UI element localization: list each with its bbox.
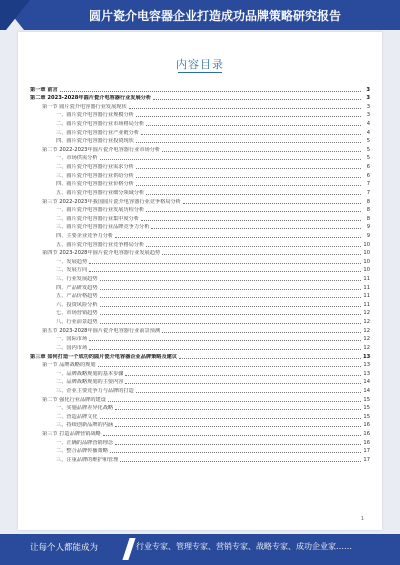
toc-entry-text: 五、圆片瓷介电容器行业竞争格局分析 xyxy=(56,241,145,248)
toc-heading-underline xyxy=(178,72,222,73)
toc-entry-page: 16 xyxy=(363,430,370,437)
toc-entry-text: 五、圆片瓷介电容器行业细分领域分析 xyxy=(56,189,145,196)
toc-leader-dots xyxy=(108,401,361,402)
toc-leader-dots xyxy=(162,254,361,255)
toc-entry-page: 16 xyxy=(363,422,370,429)
toc-leader-dots xyxy=(153,99,361,100)
toc-leader-dots xyxy=(103,435,361,436)
toc-subsection-entry[interactable] xyxy=(30,454,370,463)
toc-entry-text: 四、主要企业竞争力分析 xyxy=(56,232,114,239)
toc-entry-text: 第一节 品牌战略的规划 xyxy=(42,362,96,369)
toc-subsection-entry[interactable] xyxy=(30,334,370,343)
toc-entry-page: 8 xyxy=(366,207,370,214)
toc-entry-text: 一、市场供需分析 xyxy=(56,155,98,162)
toc-leader-dots xyxy=(179,358,361,359)
toc-entry-page: 15 xyxy=(363,413,370,420)
toc-entry-text: 二、圆片瓷介电容器行业需求分析 xyxy=(56,164,134,171)
toc-entry-text: 六、投资风险分析 xyxy=(56,301,98,308)
toc-entry-text: 第三章 如何打造一个成功的圆片瓷介电容器企业品牌策略及建议 xyxy=(30,353,178,360)
toc-entry-page: 12 xyxy=(363,327,370,334)
footer-slogan: 让每个人都能成为 xyxy=(30,543,99,553)
toc-entry-text: 第一章 前言 xyxy=(30,86,58,93)
toc-entry-page: 7 xyxy=(366,189,370,196)
toc-leader-dots xyxy=(141,134,361,135)
document-page xyxy=(18,32,382,530)
toc-entry-page: 11 xyxy=(363,276,370,283)
toc-entry-text: 二、整合品牌传播策略 xyxy=(56,448,108,455)
toc-chapter-entry[interactable] xyxy=(30,84,370,93)
toc-entry-text: 三、行业发展趋势 xyxy=(56,276,98,283)
toc-entry-text: 四、圆片瓷介电容器行业投资现状 xyxy=(56,138,134,145)
toc-entry-text: 一、圆片瓷介电容器行业规模分析 xyxy=(56,112,134,119)
toc-leader-dots xyxy=(60,91,361,92)
toc-subsection-entry[interactable] xyxy=(30,299,370,308)
toc-subsection-entry[interactable] xyxy=(30,316,370,325)
toc-section-entry[interactable] xyxy=(30,248,370,257)
toc-entry-page: 17 xyxy=(363,456,370,463)
toc-entry-text: 第四节 2023-2028年圆片瓷介电容器行业发展趋势 xyxy=(42,250,161,257)
toc-leader-dots xyxy=(162,151,361,152)
toc-entry-text: 第三节 打造品牌营销战略 xyxy=(42,430,101,437)
toc-entry-text: 一、国际市场 xyxy=(56,336,88,343)
toc-list xyxy=(30,84,370,463)
toc-entry-page: 12 xyxy=(363,336,370,343)
toc-leader-dots xyxy=(120,461,361,462)
toc-entry-text: 一、发展趋势 xyxy=(56,258,88,265)
toc-subsection-entry[interactable] xyxy=(30,368,370,377)
toc-subsection-entry[interactable] xyxy=(30,291,370,300)
toc-subsection-entry[interactable] xyxy=(30,273,370,282)
toc-entry-page: 3 xyxy=(366,86,370,93)
toc-entry-text: 第二节 2022-2023年圆片瓷介电容器行业市场分析 xyxy=(42,146,161,153)
document-title: 圆片瓷介电容器企业打造成功品牌策略研究报告 xyxy=(88,9,341,23)
toc-section-entry[interactable] xyxy=(30,325,370,334)
toc-entry-text: 三、圆片瓷介电容器行业产业链分析 xyxy=(56,129,140,136)
toc-entry-text: 二、品牌战略规划的主要内容 xyxy=(56,379,124,386)
toc-subsection-entry[interactable] xyxy=(30,118,370,127)
toc-entry-text: 三、注重品牌的维护和管理 xyxy=(56,456,119,463)
toc-section-entry[interactable] xyxy=(30,394,370,403)
toc-entry-text: 一、正确的品牌营销理念 xyxy=(56,439,114,446)
toc-entry-page: 13 xyxy=(363,370,370,377)
toc-leader-dots xyxy=(136,177,361,178)
toc-entry-page: 10 xyxy=(363,267,370,274)
toc-entry-page: 8 xyxy=(366,198,370,205)
toc-leader-dots xyxy=(146,211,361,212)
toc-leader-dots xyxy=(141,220,361,221)
toc-entry-page: 10 xyxy=(363,241,370,248)
toc-entry-text: 二、国内市场 xyxy=(56,344,88,351)
toc-entry-page: 13 xyxy=(363,362,370,369)
toc-entry-page: 11 xyxy=(363,293,370,300)
toc-entry-text: 一、实施品牌差异化战略 xyxy=(56,405,114,412)
toc-leader-dots xyxy=(136,392,361,393)
toc-entry-text: 第五节 2023-2028年圆片瓷介电容器行业前景预测 xyxy=(42,327,161,334)
toc-subsection-entry[interactable] xyxy=(30,110,370,119)
toc-entry-page: 3 xyxy=(366,103,370,110)
toc-entry-page: 5 xyxy=(366,146,370,153)
toc-entry-text: 一、圆片瓷介电容器行业发展历程分析 xyxy=(56,207,145,214)
toc-leader-dots xyxy=(115,409,361,410)
toc-entry-text: 四、圆片瓷介电容器行业价格分析 xyxy=(56,181,134,188)
toc-leader-dots xyxy=(136,142,361,143)
toc-entry-text: 二、营造品牌文化 xyxy=(56,413,98,420)
toc-entry-page: 12 xyxy=(363,310,370,317)
toc-section-entry[interactable] xyxy=(30,144,370,153)
toc-subsection-entry[interactable] xyxy=(30,213,370,222)
toc-entry-page: 4 xyxy=(366,129,370,136)
toc-subsection-entry[interactable] xyxy=(30,230,370,239)
page-number: 1 xyxy=(360,516,364,522)
toc-subsection-entry[interactable] xyxy=(30,342,370,351)
toc-section-entry[interactable] xyxy=(30,101,370,110)
toc-leader-dots xyxy=(100,159,361,160)
toc-entry-page: 12 xyxy=(363,319,370,326)
toc-leader-dots xyxy=(136,185,361,186)
toc-leader-dots xyxy=(125,383,361,384)
toc-entry-page: 10 xyxy=(363,250,370,257)
toc-entry-page: 15 xyxy=(363,405,370,412)
toc-subsection-entry[interactable] xyxy=(30,187,370,196)
toc-leader-dots xyxy=(98,366,361,367)
toc-section-entry[interactable] xyxy=(30,360,370,369)
toc-leader-dots xyxy=(146,194,361,195)
toc-entry-page: 9 xyxy=(366,232,370,239)
toc-chapter-entry[interactable] xyxy=(30,93,370,102)
toc-entry-page: 13 xyxy=(363,353,371,360)
toc-entry-page: 11 xyxy=(363,284,370,291)
toc-leader-dots xyxy=(129,108,361,109)
toc-entry-text: 三、圆片瓷介电容器行业供给分析 xyxy=(56,172,134,179)
toc-subsection-entry[interactable] xyxy=(30,153,370,162)
toc-section-entry[interactable] xyxy=(30,428,370,437)
toc-entry-text: 八、行业前景趋势 xyxy=(56,319,98,326)
toc-leader-dots xyxy=(146,125,361,126)
toc-entry-page: 6 xyxy=(366,172,370,179)
toc-leader-dots xyxy=(89,340,361,341)
toc-leader-dots xyxy=(125,375,361,376)
toc-subsection-entry[interactable] xyxy=(30,179,370,188)
toc-leader-dots xyxy=(100,289,361,290)
toc-entry-page: 7 xyxy=(366,181,370,188)
toc-leader-dots xyxy=(89,271,361,272)
toc-entry-page: 14 xyxy=(363,379,370,386)
toc-entry-page: 3 xyxy=(366,112,370,119)
toc-subsection-entry[interactable] xyxy=(30,446,370,455)
toc-subsection-entry[interactable] xyxy=(30,222,370,231)
toc-entry-text: 第一节 圆片瓷介电容器行业发展现状 xyxy=(42,103,127,110)
toc-subsection-entry[interactable] xyxy=(30,377,370,386)
toc-entry-text: 第三节 2022-2023年我国圆片瓷介电容器行业竞争格局分析 xyxy=(42,198,181,205)
toc-entry-page: 4 xyxy=(366,121,370,128)
toc-entry-text: 第二节 强化行业品牌的建设 xyxy=(42,396,106,403)
toc-entry-text: 三、企业主要竞争力与品牌的打造 xyxy=(56,387,134,394)
toc-entry-text: 三、圆片瓷介电容器行业品牌竞争力分析 xyxy=(56,224,150,231)
toc-subsection-entry[interactable] xyxy=(30,403,370,412)
toc-section-entry[interactable] xyxy=(30,196,370,205)
toc-subsection-entry[interactable] xyxy=(30,136,370,145)
toc-subsection-entry[interactable] xyxy=(30,170,370,179)
toc-leader-dots xyxy=(136,116,361,117)
toc-subsection-entry[interactable] xyxy=(30,239,370,248)
toc-leader-dots xyxy=(162,332,361,333)
toc-leader-dots xyxy=(115,426,361,427)
toc-subsection-entry[interactable] xyxy=(30,256,370,265)
toc-subsection-entry[interactable] xyxy=(30,308,370,317)
toc-leader-dots xyxy=(136,168,361,169)
toc-entry-page: 10 xyxy=(363,258,370,265)
toc-leader-dots xyxy=(110,452,361,453)
toc-entry-page: 8 xyxy=(366,215,370,222)
toc-subsection-entry[interactable] xyxy=(30,205,370,214)
toc-entry-text: 一、品牌战略规划的基本步骤 xyxy=(56,370,124,377)
toc-entry-text: 三、持续创新品牌的内涵 xyxy=(56,422,114,429)
toc-leader-dots xyxy=(89,263,361,264)
toc-entry-text: 二、发展方向 xyxy=(56,267,88,274)
toc-leader-dots xyxy=(115,444,361,445)
toc-leader-dots xyxy=(151,228,361,229)
toc-leader-dots xyxy=(146,246,361,247)
toc-chapter-entry[interactable] xyxy=(30,351,370,360)
toc-entry-text: 七、市场营销趋势 xyxy=(56,310,98,317)
toc-entry-text: 第二章 2023-2028年圆片瓷介电容器行业发展分析 xyxy=(30,95,152,102)
toc-entry-text: 五、产品价格趋势 xyxy=(56,293,98,300)
footer-subtitle: 行业专家、管理专家、营销专家、战略专家、成功企业家…… xyxy=(136,542,352,551)
toc-subsection-entry[interactable] xyxy=(30,385,370,394)
toc-leader-dots xyxy=(100,306,361,307)
toc-leader-dots xyxy=(89,349,361,350)
toc-subsection-entry[interactable] xyxy=(30,437,370,446)
toc-entry-page: 12 xyxy=(363,344,370,351)
toc-subsection-entry[interactable] xyxy=(30,161,370,170)
toc-entry-text: 四、产品研发趋势 xyxy=(56,284,98,291)
toc-entry-page: 16 xyxy=(363,439,370,446)
toc-subsection-entry[interactable] xyxy=(30,411,370,420)
toc-leader-dots xyxy=(100,418,361,419)
toc-entry-page: 6 xyxy=(366,164,370,171)
toc-entry-page: 14 xyxy=(363,387,370,394)
toc-leader-dots xyxy=(100,280,361,281)
toc-leader-dots xyxy=(100,314,361,315)
toc-subsection-entry[interactable] xyxy=(30,282,370,291)
toc-subsection-entry[interactable] xyxy=(30,265,370,274)
toc-heading: 内容目录 xyxy=(176,58,224,71)
toc-entry-text: 二、圆片瓷介电容器行业市场格局分析 xyxy=(56,121,145,128)
toc-entry-page: 15 xyxy=(363,396,370,403)
toc-entry-page: 3 xyxy=(366,95,370,102)
toc-leader-dots xyxy=(115,237,361,238)
toc-leader-dots xyxy=(100,323,361,324)
toc-leader-dots xyxy=(100,297,361,298)
toc-entry-page: 5 xyxy=(366,155,370,162)
toc-subsection-entry[interactable] xyxy=(30,420,370,429)
toc-entry-page: 5 xyxy=(366,138,370,145)
toc-entry-text: 二、圆片瓷介电容器行业集中度分析 xyxy=(56,215,140,222)
toc-entry-page: 9 xyxy=(366,224,370,231)
toc-entry-page: 11 xyxy=(363,301,370,308)
toc-entry-page: 17 xyxy=(363,448,370,455)
toc-subsection-entry[interactable] xyxy=(30,127,370,136)
toc-leader-dots xyxy=(183,203,361,204)
